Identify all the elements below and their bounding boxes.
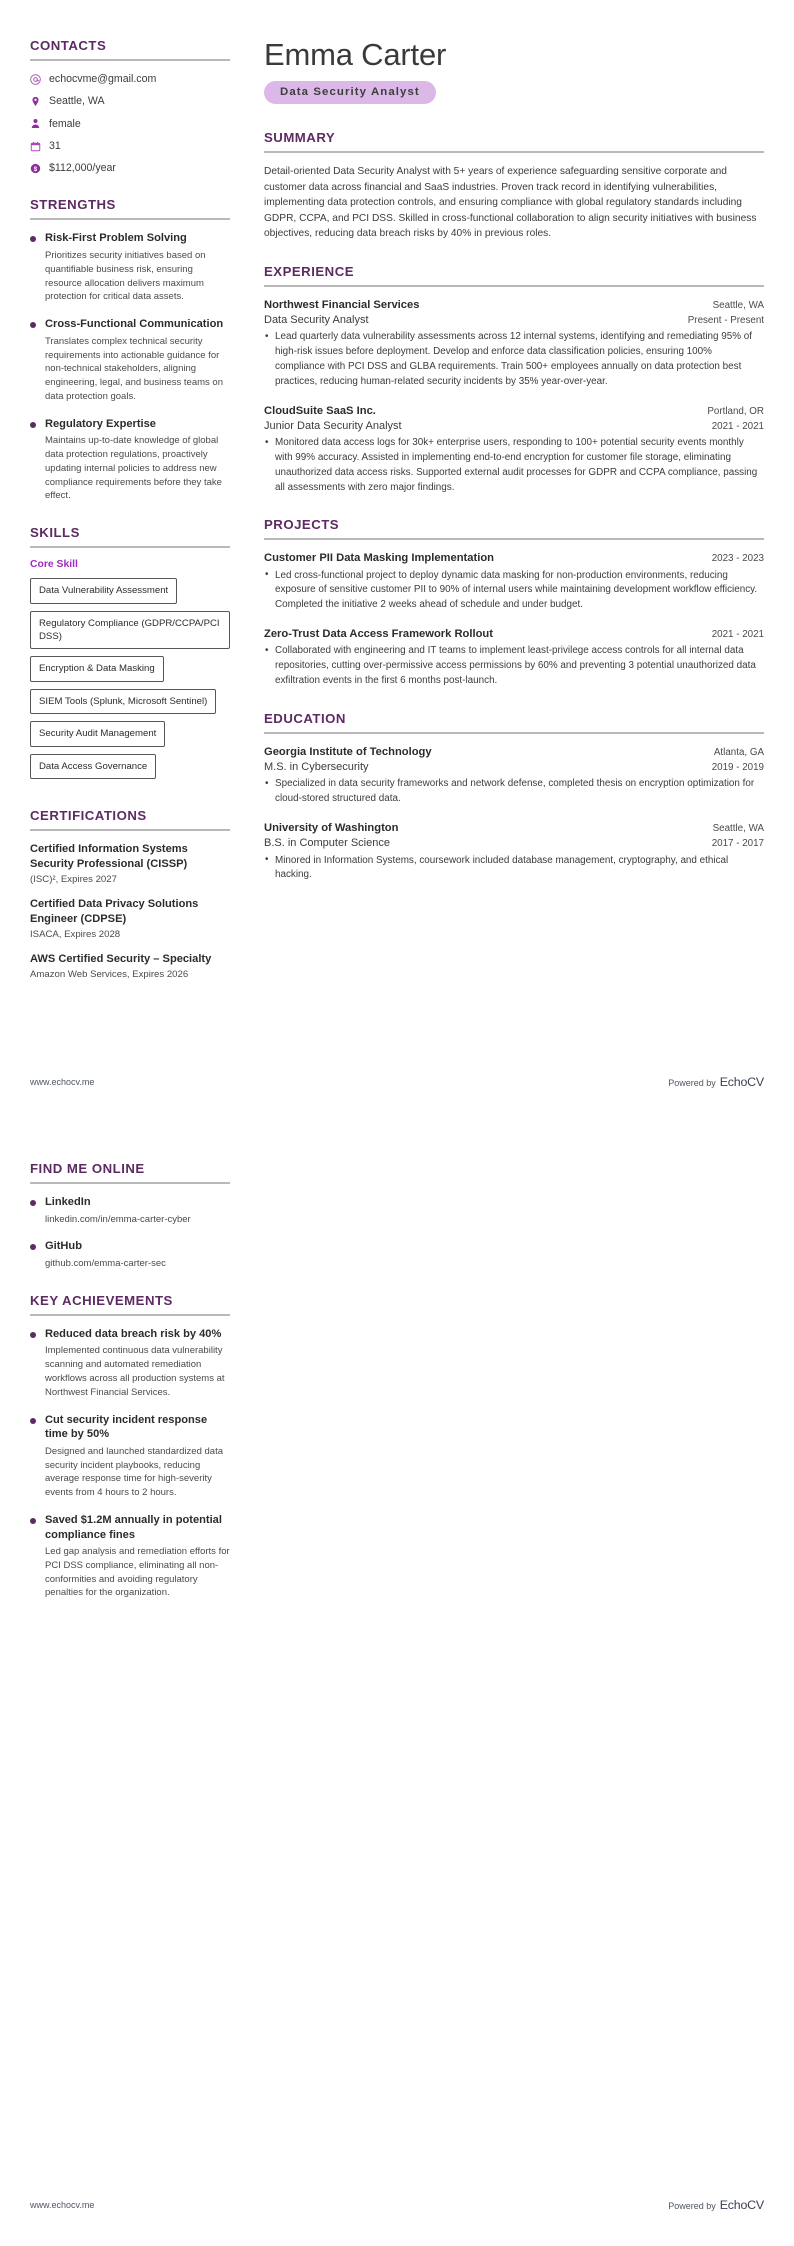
experience-bullet: • Lead quarterly data vulnerability assessments across 12 internal systems, identifying and remediating 95% of high-risk issues before deployment. Develop and enforce data classification policies, ensuring 100% compliance with PCI DSS and GLBA requirements. Train 500+ employees annually on data protection best practices, reducing human-related security incidents by 35% year-over-year. [264,330,764,389]
achievement-description: Implemented continuous data vulnerability scanning and automated remediation workflows across all production systems at Northwest Financial Services. [45,1345,225,1398]
strength-item [30,231,230,304]
experience-entry-header [264,298,764,313]
money-icon [30,163,41,174]
page-footer [30,2198,764,2212]
education-bullets [264,854,764,884]
bullet-dot-icon [30,1244,36,1250]
contact-value-email: echocvme@gmail.com [49,73,157,85]
education-bullets [264,777,764,807]
certification-item [30,897,230,941]
strength-body [45,317,230,403]
experience-entry-subheader [264,313,764,328]
certification-name: Certified Data Privacy Solutions Engineer (CDPSE) [30,898,199,925]
experience-role: Junior Data Security Analyst [264,419,402,432]
strength-description: Prioritizes security initiatives based on quantifiable business risk, ensuring resource allocation delivers maximum protection for critical data assets. [45,250,206,303]
project-dates: 2023 - 2023 [711,553,764,565]
experience-entry [264,404,764,496]
achievement-item [30,1513,230,1600]
contact-item-email [30,72,230,86]
education-entry-header [264,821,764,836]
education-entry-header [264,745,764,760]
section-divider [30,59,230,61]
page-1-columns [30,38,764,1003]
certification-name: AWS Certified Security – Specialty [30,952,212,965]
achievement-body [45,1327,230,1400]
achievement-title: Saved $1.2M annually in potential compliance fines [45,1513,222,1541]
contacts-section [30,38,230,175]
education-entry [264,745,764,807]
experience-role: Data Security Analyst [264,313,369,326]
main-content [248,38,764,905]
education-entry-subheader [264,760,764,775]
skill-tag[interactable]: Encryption & Data Masking [30,656,164,681]
skills-heading: SKILLS [30,525,80,541]
skills-group-label: Core Skill [30,559,78,571]
project-name: Zero-Trust Data Access Framework Rollout [264,628,493,641]
contact-value-gender: female [49,117,81,130]
online-profile-body [45,1239,230,1270]
education-degree: B.S. in Computer Science [264,837,390,850]
page-2-columns [30,1161,764,1622]
summary-section [264,130,764,242]
strength-title: Risk-First Problem Solving [45,232,187,245]
education-entry-subheader [264,836,764,851]
footer-powered-by-label: Powered by [668,1078,716,1088]
online-profile-link[interactable]: github.com/emma-carter-sec [45,1258,166,1270]
achievement-body [45,1413,230,1500]
online-profile-link[interactable]: linkedin.com/in/emma-carter-cyber [45,1213,191,1225]
online-profile-title: GitHub [45,1240,82,1253]
key-achievements-heading: KEY ACHIEVEMENTS [30,1292,173,1308]
person-icon [30,118,41,129]
achievement-item [30,1413,230,1500]
bullet-dot-icon [30,1418,36,1424]
certification-item [30,952,230,981]
certification-meta: Amazon Web Services, Expires 2026 [30,968,189,980]
left-sidebar [30,38,248,1003]
footer-brand-name: EchoCV [719,1075,764,1089]
experience-bullets [264,436,764,495]
strength-description: Translates complex technical security requirements into actionable guidance for non-technical stakeholders, aligning engineering, legal, and business teams on data protection goals. [45,335,223,402]
achievement-body [45,1513,230,1600]
education-location: Seattle, WA [712,823,764,835]
skill-tag[interactable]: Regulatory Compliance (GDPR/CCPA/PCI DSS) [30,611,230,650]
education-dates: 2019 - 2019 [711,761,764,773]
education-entry [264,821,764,883]
experience-bullets [264,330,764,389]
experience-location: Portland, OR [707,405,764,417]
education-degree: M.S. in Cybersecurity [264,760,369,773]
resume-page-2 [0,1123,794,2246]
project-dates: 2021 - 2021 [711,629,764,641]
project-entry [264,551,764,613]
skill-tag[interactable]: SIEM Tools (Splunk, Microsoft Sentinel) [30,689,216,714]
projects-section [264,517,764,688]
certification-name: Certified Information Systems Security Professional (CISSP) [30,843,188,870]
contact-value-age: 31 [49,139,61,152]
skill-tag[interactable]: Security Audit Management [30,721,165,746]
project-entry [264,627,764,689]
bullet-dot-icon [30,1518,36,1524]
page-title: Emma Carter [264,37,447,72]
header-block [264,38,764,104]
strength-body [45,417,230,503]
education-dates: 2017 - 2017 [711,838,764,850]
experience-entry [264,298,764,390]
experience-section [264,264,764,496]
experience-org: CloudSuite SaaS Inc. [264,404,376,417]
contact-item-age [30,139,230,153]
summary-heading: SUMMARY [264,130,336,146]
achievement-title: Reduced data breach risk by 40% [45,1327,222,1340]
achievement-title: Cut security incident response time by 50% [45,1413,208,1441]
project-bullets [264,644,764,689]
online-profile-body [45,1195,230,1226]
experience-entry-subheader [264,419,764,434]
project-entry-header [264,551,764,566]
section-divider [30,1182,230,1184]
education-location: Atlanta, GA [713,746,764,758]
experience-entry-header [264,404,764,419]
bullet-dot-icon [30,1200,36,1206]
education-bullet: • Minored in Information Systems, coursework included database management, cryptography, and ethical hacking. [264,854,764,884]
experience-location: Seattle, WA [712,299,764,311]
contact-item-gender [30,117,230,131]
location-pin-icon [30,96,41,107]
summary-text: Detail-oriented Data Security Analyst with 5+ years of experience safeguarding sensitive corporate and customer data across financial and SaaS industries. Proven track record in identifying vulnerabilities, implementing data protection controls, and ensuring compliance with global regulatory standards including GDPR, CCPA, and PCI DSS. Skilled in cross-functional collaboration to align security initiatives with business objectives, reducing data breach risks by 40% in previous roles. [264,166,757,240]
skill-tag[interactable]: Data Vulnerability Assessment [30,578,177,603]
key-achievements-section [30,1293,230,1600]
strength-title: Regulatory Expertise [45,417,156,430]
project-bullet: • Collaborated with engineering and IT teams to implement least-privilege access controls for all internal data repositories, cutting over-permissive access permissions by 60% and preventing 3 potential unauthorized data exfiltration events in the first 6 months post-launch. [264,644,764,689]
strengths-heading: STRENGTHS [30,197,116,213]
bullet-dot-icon [30,322,36,328]
education-school: Georgia Institute of Technology [264,745,432,758]
education-bullet: • Specialized in data security frameworks and network defense, completed thesis on encryption optimization for cloud-stored structured data. [264,777,764,807]
experience-heading: EXPERIENCE [264,263,355,279]
section-divider [30,218,230,220]
contact-item-salary [30,161,230,175]
find-me-online-section [30,1161,230,1271]
contact-item-location [30,94,230,108]
section-divider [264,732,764,734]
strength-item [30,417,230,503]
page-footer [30,1075,764,1089]
certifications-heading: CERTIFICATIONS [30,808,147,824]
footer-website[interactable]: www.echocv.me [30,2200,95,2210]
bullet-dot-icon [30,422,36,428]
projects-heading: PROJECTS [264,517,340,533]
certification-meta: (ISC)², Expires 2027 [30,873,117,885]
bullet-dot-icon [30,236,36,242]
skills-tag-list [30,578,230,786]
section-divider [264,285,764,287]
certification-item [30,842,230,886]
section-divider [30,829,230,831]
section-divider [30,546,230,548]
footer-branding [668,2198,764,2212]
section-divider [30,1314,230,1316]
bullet-dot-icon [30,1332,36,1338]
project-entry-header [264,627,764,642]
find-me-online-heading: FIND ME ONLINE [30,1161,145,1176]
online-profile-item [30,1239,230,1270]
certifications-section [30,808,230,981]
skills-section [30,525,230,786]
strengths-section [30,197,230,503]
contact-value-location: Seattle, WA [49,95,105,108]
strength-title: Cross-Functional Communication [45,318,224,331]
experience-dates: Present - Present [687,314,764,326]
project-bullets [264,569,764,614]
contacts-list [30,72,230,175]
project-name: Customer PII Data Masking Implementation [264,552,495,565]
education-heading: EDUCATION [264,710,346,726]
experience-bullet: • Monitored data access logs for 30k+ enterprise users, responding to 100+ potential security events monthly with 99% accuracy. Assisted in implementing end-to-end encryption for customer file storage, eliminating unauthorized data access risks. Supported external audit processes for GDPR and CCPA compliance, passing all assessments with zero major findings. [264,436,764,495]
calendar-icon [30,141,41,152]
footer-powered-by-label: Powered by [668,2201,716,2211]
skill-tag[interactable]: Data Access Governance [30,754,156,779]
certification-meta: ISACA, Expires 2028 [30,928,121,940]
role-badge: Data Security Analyst [264,81,436,104]
contacts-heading: CONTACTS [30,38,107,53]
achievement-description: Led gap analysis and remediation efforts for PCI DSS compliance, eliminating all non-conformities and avoiding regulatory penalties for the organization. [45,1546,230,1599]
online-profile-item [30,1195,230,1226]
contact-value-salary: $112,000/year [49,162,116,175]
strength-description: Maintains up-to-date knowledge of global data protection regulations, proactively updating internal policies to address new compliance requirements before they take effect. [45,435,222,502]
online-profile-title: LinkedIn [45,1196,91,1208]
experience-dates: 2021 - 2021 [711,420,764,432]
education-section [264,711,764,883]
left-sidebar-page-2 [30,1161,248,1622]
footer-brand-name: EchoCV [719,2198,764,2212]
strength-item [30,317,230,403]
footer-website[interactable]: www.echocv.me [30,1077,95,1087]
achievement-description: Designed and launched standardized data security incident playbooks, reducing average response time for high-severity events from 4 hours to 2 hours. [45,1445,223,1499]
email-icon [30,74,41,85]
achievement-item [30,1327,230,1400]
education-school: University of Washington [264,822,399,835]
section-divider [264,151,764,153]
strength-body [45,231,230,304]
section-divider [264,538,764,540]
experience-org: Northwest Financial Services [264,298,420,311]
project-bullet: • Led cross-functional project to deploy dynamic data masking for non-production environments, reducing exposure of sensitive customer PII to 90% of internal users while maintaining development workflow efficiency. Completed the initiative 2 weeks ahead of schedule and under budget. [264,569,764,614]
footer-branding [668,1075,764,1089]
svg-text:$: $ [33,165,38,173]
